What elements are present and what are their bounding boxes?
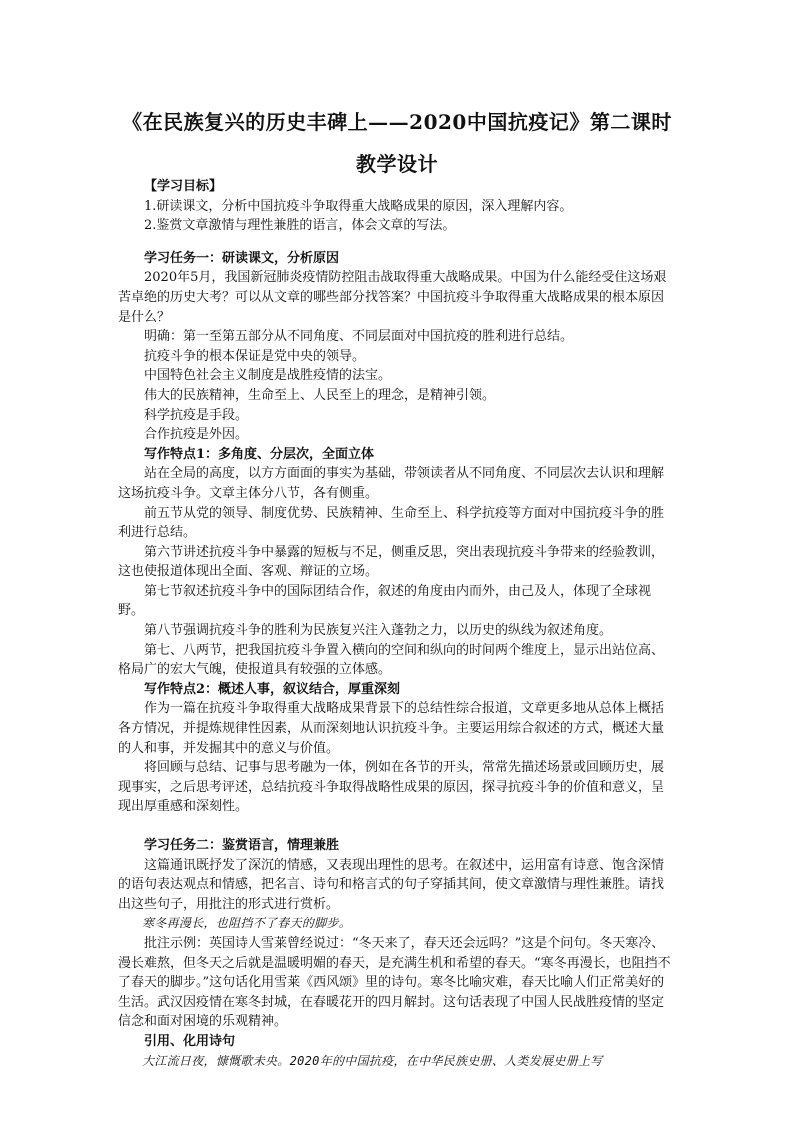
task2-subheading: 引用、化用诗句 — [144, 1033, 236, 1049]
feature1-paragraph: 第八节强调抗疫斗争的胜利为民族复兴注入蓬勃之力，以历史的纵线为叙述角度。 — [144, 623, 613, 639]
task1-point: 合作抗疫是外因。 — [144, 427, 249, 443]
objective-item: 2.鉴赏文章激情与理性兼胜的语言，体会文章的写法。 — [144, 218, 456, 234]
task2-heading: 学习任务二：鉴赏语言，情理兼胜 — [144, 838, 340, 853]
task2-intro: 这篇通讯既抒发了深沉的情感，又表现出理性的思考。在叙述中，运用富有诗意、饱含深情的语句表达观点和情感，把名言、诗句和格言式的句子穿插其间，使文章激情与理性兼胜。请找出这些句子，用批注的形式进行赏析。 — [118, 857, 665, 912]
task1-point: 抗疫斗争的根本保证是党中央的领导。 — [144, 348, 366, 364]
task1-question: 2020年5月，我国新冠肺炎疫情防控阻击战取得重大战略成果。中国为什么能经受住这场艰苦卓绝的历史大考？可以从文章的哪些部分找答案？中国抗疫斗争取得重大战略成果的根本原因是什么？ — [118, 270, 667, 325]
feature1-paragraph: 第六节讲述抗疫斗争中暴露的短板与不足，侧重反思，突出表现抗疫斗争带来的经验教训，这也使报道体现出全面、客观、辩证的立场。 — [118, 544, 665, 580]
task2-annotation: 批注示例：英国诗人雪莱曾经说过：“冬天来了，春天还会远吗？”这是个问句。冬天寒冷、漫长难熬，但冬天之后就是温暖明媚的春天，是充满生机和希望的春天。“寒冬再漫长，也阻挡不了春天的脚步。”这句话化用雪莱《西风颂》里的诗句。寒冬比喻灾难，春天比喻人们正常美好的生活。武汉因疫情在寒冬封城，在春暖花开的四月解封。这句话表现了中国人民战胜疫情的坚定信念和面对困境的乐观精神。 — [118, 935, 671, 1030]
feature2-paragraph: 将回顾与总结、记事与思考融为一体，例如在各节的开头，常常先描述场景或回顾历史，展现事实，之后思考评述，总结抗疫斗争取得战略性成果的原因，探寻抗疫斗争的价值和意义，呈现出厚重感和深刻性。 — [118, 760, 665, 815]
feature1-paragraph: 前五节从党的领导、制度优势、民族精神、生命至上、科学抗疫等方面对中国抗疫斗争的胜利进行总结。 — [118, 505, 665, 541]
feature1-paragraph: 第七、八两节，把我国抗疫斗争置入横向的空间和纵向的时间两个维度上，显示出站位高、格局广的宏大气魄，使报道具有较强的立体感。 — [118, 642, 665, 678]
task1-answer: 明确：第一至第五部分从不同角度、不同层面对中国抗疫的胜利进行总结。 — [144, 329, 574, 345]
task1-heading: 学习任务一：研读课文，分析原因 — [144, 250, 340, 266]
task1-point: 中国特色社会主义制度是战胜疫情的法宝。 — [144, 368, 392, 384]
objectives-heading: 【学习目标】 — [144, 179, 223, 194]
quote-text: 寒冬再漫长，也阻挡不了春天的脚步。 — [142, 916, 352, 931]
feature2-heading: 写作特点2：概述人事，叙议结合，厚重深刻 — [144, 681, 401, 697]
document-title-line1: 《在民族复兴的历史丰碑上——2020中国抗疫记》第二课时 — [122, 110, 672, 134]
feature2-paragraph: 作为一篇在抗疫斗争取得重大战略成果背景下的总结性综合报道，文章更多地从总体上概括各方情况，并提炼规律性因素，从而深刻地认识抗疫斗争。主要运用综合叙述的方式，概述大量的人和事，并发掘其中的意义与价值。 — [118, 701, 665, 756]
document-title-line2: 教学设计 — [356, 152, 438, 176]
quote-text: 大江流日夜，慷慨歌未央。2020年的中国抗疫，在中华民族史册、人类发展史册上写 — [142, 1053, 603, 1068]
task1-point: 科学抗疫是手段。 — [144, 407, 249, 423]
feature1-paragraph: 第七节叙述抗疫斗争中的国际团结合作，叙述的角度由内而外，由己及人，体现了全球视野。 — [118, 583, 652, 619]
document-body — [118, 177, 676, 1071]
task1-point: 伟大的民族精神，生命至上、人民至上的理念，是精神引领。 — [144, 387, 496, 403]
feature1-heading: 写作特点1：多角度、分层次，全面立体 — [144, 446, 375, 462]
feature1-paragraph: 站在全局的高度，以方方面面的事实为基础，带领读者从不同角度、不同层次去认识和理解这场抗疫斗争。文章主体分八节，各有侧重。 — [118, 466, 665, 501]
objective-item: 1.研读课文，分析中国抗疫斗争取得重大战略成果的原因，深入理解内容。 — [144, 198, 573, 214]
